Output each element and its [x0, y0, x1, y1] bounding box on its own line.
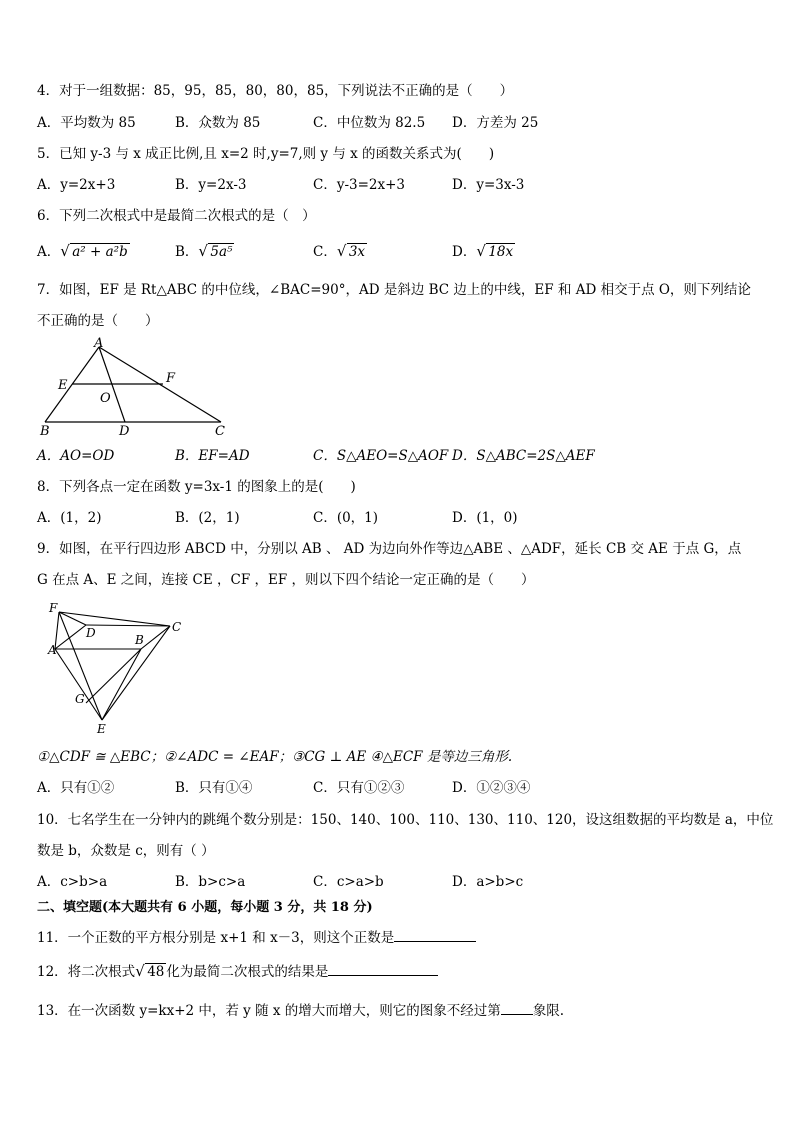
q8-option-b[interactable]: B．(2，1) — [175, 510, 240, 526]
figure-label-c: C — [172, 620, 182, 634]
figure-side-ad — [55, 625, 86, 649]
section-2-heading: 二、填空题(本大题共有 6 小题，每小题 3 分，共 18 分) — [37, 900, 373, 915]
q5-option-c[interactable]: C．y-3=2x+3 — [313, 177, 406, 193]
q10-option-c[interactable]: C．c>a>b — [313, 874, 384, 890]
q4-option-d[interactable]: D．方差为 25 — [452, 115, 539, 131]
q6-option-b-label: B． — [175, 244, 199, 260]
question-11 — [37, 927, 476, 947]
q9-parallelogram-figure — [42, 598, 192, 738]
figure-segment-fc — [59, 612, 170, 626]
figure-label-c: C — [215, 424, 225, 439]
q6-option-a-label: A． — [37, 244, 61, 260]
figure-label-f: F — [166, 371, 176, 386]
figure-label-o: O — [100, 391, 111, 406]
q7-triangle-figure — [37, 336, 237, 440]
question-4-stem: 4．对于一组数据：85，95，85，80，80，85，下列说法不正确的是（ ） — [37, 83, 514, 99]
q4-option-c[interactable]: C．中位数为 82.5 — [313, 115, 426, 131]
q9-option-d[interactable]: D．①②③④ — [452, 780, 531, 796]
figure-label-f: F — [49, 601, 58, 615]
q10-option-d[interactable]: D．a>b>c — [452, 874, 524, 890]
question-9-stem-line1: 9．如图，在平行四边形 ABCD 中，分别以 AB 、 AD 为边向外作等边△ABE 、△ADF，延长 CB 交 AE 于点 G，点 — [37, 541, 742, 557]
q5-option-a[interactable]: A．y=2x+3 — [37, 177, 116, 193]
q9-option-a[interactable]: A．只有①② — [37, 780, 115, 796]
figure-segment-bg — [86, 649, 141, 703]
figure-label-e: E — [58, 378, 68, 393]
question-10-stem-line2: 数是 b，众数是 c，则有（ ） — [37, 843, 215, 859]
question-8-stem: 8．下列各点一定在函数 y=3x-1 的图象上的是( ) — [37, 479, 356, 495]
q7-option-c[interactable]: C．S△AEO=S△AOF — [313, 448, 449, 464]
q11-answer-blank[interactable] — [394, 927, 476, 942]
q9-option-c[interactable]: C．只有①②③ — [313, 780, 405, 796]
q13-answer-blank[interactable] — [501, 1000, 533, 1015]
question-12 — [37, 961, 438, 981]
radical-sign-icon — [135, 963, 166, 981]
question-12-after: 化为最简二次根式的结果是 — [166, 964, 329, 980]
radical-sign-icon — [337, 243, 367, 261]
q10-option-a[interactable]: A．c>b>a — [37, 874, 108, 890]
question-7-stem-line2: 不正确的是（ ） — [37, 313, 159, 329]
q8-option-c[interactable]: C．(0，1) — [313, 510, 379, 526]
q6-option-b-radicand: 5a⁵ — [210, 244, 233, 260]
q12-radicand: 48 — [147, 964, 165, 980]
question-13-before: 13．在一次函数 y=kx+2 中，若 y 随 x 的增大而增大，则它的图象不经过第 — [37, 1003, 501, 1019]
q10-option-b[interactable]: B．b>c>a — [175, 874, 246, 890]
q7-option-d[interactable]: D．S△ABC=2S△AEF — [452, 448, 595, 464]
q4-option-a[interactable]: A．平均数为 85 — [37, 115, 136, 131]
figure-label-d: D — [86, 626, 96, 640]
question-9-conclusions: ①△CDF ≅ △EBC；②∠ADC = ∠EAF；③CG ⊥ AE ④△ECF 是等边三角形. — [37, 749, 513, 765]
q8-option-a[interactable]: A．(1，2) — [37, 510, 102, 526]
q7-option-b[interactable]: B．EF=AD — [175, 448, 250, 464]
figure-label-a: A — [48, 643, 57, 657]
q6-option-c-label: C． — [313, 244, 337, 260]
q6-option-a-radicand: a² + a²b — [72, 244, 128, 260]
q9-option-b[interactable]: B．只有①④ — [175, 780, 253, 796]
figure-label-g: G — [75, 692, 85, 706]
q7-option-a[interactable]: A．AO=OD — [37, 448, 115, 464]
figure-label-a: A — [94, 336, 104, 351]
question-12-before: 12．将二次根式 — [37, 964, 136, 980]
q6-option-b[interactable] — [175, 243, 234, 261]
q4-option-b[interactable]: B．众数为 85 — [175, 115, 261, 131]
q6-option-c-radicand: 3x — [348, 244, 366, 260]
figure-side-be — [102, 649, 141, 720]
question-7-stem-line1: 7．如图，EF 是 Rt△ABC 的中位线，∠BAC=90°，AD 是斜边 BC 边上的中线，EF 和 AD 相交于点 O，则下列结论 — [37, 282, 751, 298]
radical-sign-icon — [198, 243, 234, 261]
q6-option-d-label: D． — [452, 244, 477, 260]
question-6-stem: 6．下列二次根式中是最简二次根式的是（ ） — [37, 208, 316, 224]
question-13-after: 象限. — [532, 1003, 565, 1019]
question-10-stem-line1: 10．七名学生在一分钟内的跳绳个数分别是：150、140、100、110、130、110、120，设这组数据的平均数是 a，中位 — [37, 812, 774, 828]
q6-option-a[interactable] — [37, 243, 130, 261]
q5-option-d[interactable]: D．y=3x-3 — [452, 177, 525, 193]
figure-label-b: B — [40, 424, 50, 439]
radical-sign-icon — [476, 243, 515, 261]
figure-side-dc — [86, 625, 170, 626]
q12-answer-blank[interactable] — [328, 961, 438, 976]
figure-label-d: D — [119, 424, 130, 439]
question-5-stem: 5．已知 y-3 与 x 成正比例,且 x=2 时,y=7,则 y 与 x 的函数关系式为( ) — [37, 146, 495, 162]
question-9-stem-line2: G 在点 A、E 之间，连接 CE ，CF ，EF ，则以下四个结论一定正确的是（ ） — [37, 572, 535, 588]
question-11-stem: 11．一个正数的平方根分别是 x+1 和 x－3，则这个正数是 — [37, 930, 395, 946]
q5-option-b[interactable]: B．y=2x-3 — [175, 177, 247, 193]
figure-label-e: E — [97, 722, 106, 736]
figure-label-b: B — [135, 633, 144, 647]
q6-option-d-radicand: 18x — [488, 244, 514, 260]
q6-option-d[interactable] — [452, 243, 515, 261]
q6-option-c[interactable] — [313, 243, 367, 261]
radical-sign-icon — [60, 243, 129, 261]
question-13 — [37, 1000, 564, 1020]
q8-option-d[interactable]: D．(1，0) — [452, 510, 518, 526]
